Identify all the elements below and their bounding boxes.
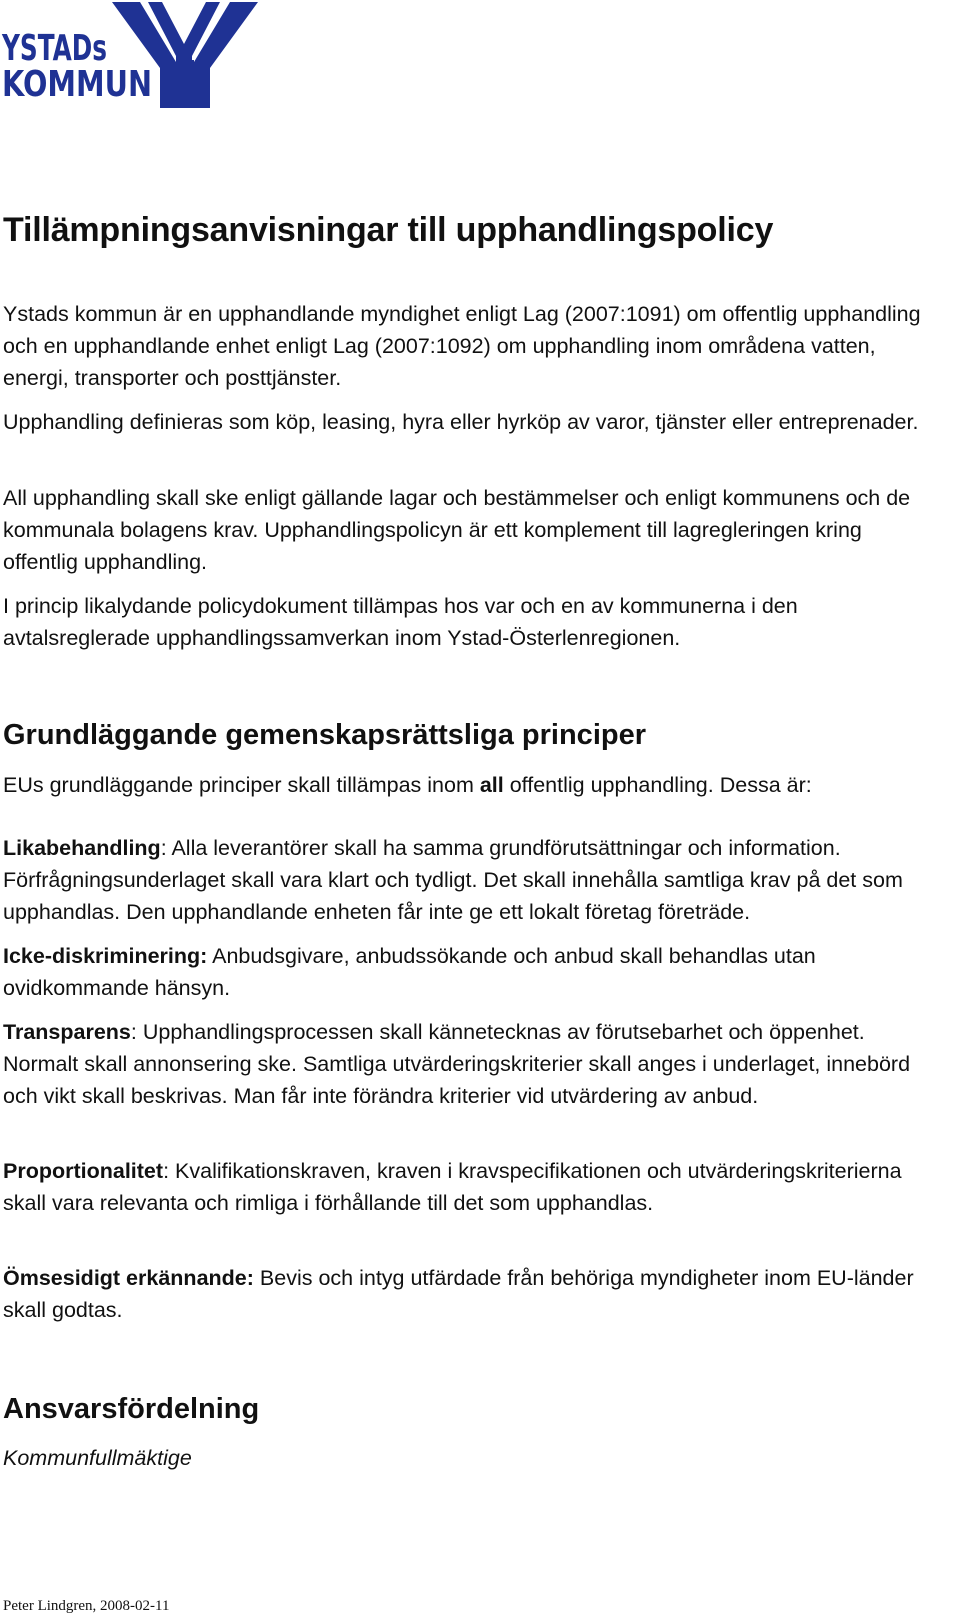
principle-text: Alla leverantörer skall ha samma grundförutsättningar och information. Förfrågningsunderlaget skall vara klart och tydligt. Det skall innehålla samtliga krav på det som upphandlas. Den upphandlande enheten får inte ge ett lokalt företag företräde. [3, 836, 903, 924]
section-heading: Grundläggande gemenskapsrättsliga principer [3, 719, 646, 751]
section-heading: Ansvarsfördelning [3, 1393, 260, 1425]
principle-text: Anbudsgivare, anbudssökande och anbud skall behandlas utan ovidkommande hänsyn. [3, 944, 816, 1000]
principle-separator: : [160, 836, 167, 860]
principle-likabehandling [3, 832, 938, 928]
ystads-kommun-logo [0, 0, 262, 112]
section-lead [3, 769, 938, 801]
principle-separator: : [246, 1266, 254, 1290]
lead-bold-word: all [479, 773, 504, 797]
principle-separator: : [200, 944, 208, 968]
page-title: Tillämpningsanvisningar till upphandlingspolicy [3, 211, 774, 249]
intro-paragraph: I princip likalydande policydokument tillämpas hos var och en av kommunerna i den avtalsreglerade upphandlingssamverkan inom Ystad-Österlenregionen. [3, 594, 798, 650]
principle-proportionalitet [3, 1155, 938, 1219]
principle-term: Icke-diskriminering [3, 944, 201, 968]
principle-text: Upphandlingsprocessen skall kännetecknas av förutsebarhet och öppenhet. Normalt skall annonsering ske. Samtliga utvärderingskriterier skall anges i underlaget, innebörd och vikt skall beskrivas. Man får inte förändra kriterier vid utvärdering av anbud. [3, 1020, 911, 1108]
principle-icke-diskriminering [3, 940, 938, 1004]
principle-term: Likabehandling [3, 836, 161, 860]
principle-term: Transparens [3, 1020, 131, 1044]
principle-separator: : [130, 1020, 137, 1044]
principle-term: Proportionalitet [3, 1159, 164, 1183]
svg-text:YSTADs: YSTADs [1, 28, 107, 69]
document-footer: Peter Lindgren, 2008-02-11 [3, 1598, 170, 1614]
principle-transparens [3, 1016, 938, 1112]
lead-text: EUs grundläggande principer skall tillämpas inom [3, 773, 480, 797]
lead-text: offentlig upphandling. Dessa är: [503, 773, 812, 797]
principle-separator: : [163, 1159, 170, 1183]
principle-text: Kvalifikationskraven, kraven i kravspecifikationen och utvärderingskriterierna skall vara relevanta och rimliga i förhållande till det som upphandlas. [3, 1159, 902, 1215]
principle-term: Ömsesidigt erkännande [3, 1266, 247, 1290]
principle-text: Bevis och intyg utfärdade från behöriga myndigheter inom EU-länder skall godtas. [3, 1266, 914, 1322]
intro-paragraph: Upphandling definieras som köp, leasing, hyra eller hyrköp av varor, tjänster eller entreprenader. [3, 410, 919, 434]
principle-omsesidigt-erkannande [3, 1262, 938, 1326]
svg-text:KOMMUN: KOMMUN [2, 64, 152, 105]
intro-paragraph: Ystads kommun är en upphandlande myndighet enligt Lag (2007:1091) om offentlig upphandling och en upphandlande enhet enligt Lag (2007:1092) om upphandling inom områdena vatten, energi, transporter och posttjänster. [3, 302, 921, 390]
section-subheading: Kommunfullmäktige [3, 1446, 192, 1470]
intro-paragraph: All upphandling skall ske enligt gällande lagar och bestämmelser och enligt kommunens och de kommunala bolagens krav. Upphandlingspolicyn är ett komplement till lagregleringen kring offentlig upphandling. [3, 486, 911, 574]
